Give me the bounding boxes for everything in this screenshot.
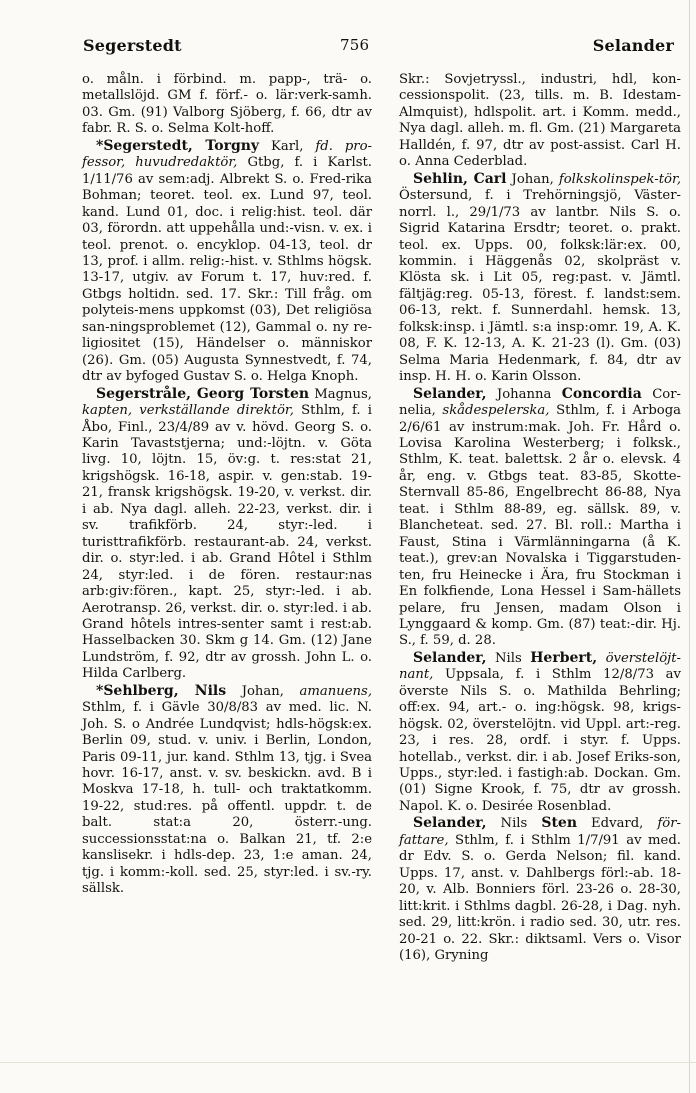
header-left-guideword: Segerstedt bbox=[83, 36, 182, 55]
entry-name: Segerstråle, Georg Torsten bbox=[96, 385, 310, 402]
entry-given-name: Sten bbox=[541, 815, 578, 832]
entry-continuation: Skr.: Sovjetryssl., industri, hdl, kon-cessionspolit. (23, tills. m. B. Idestam-Almquist), hdlspolit. art. i Komm. medd., Nya dagl. alleh. m. fl. Gm. (21) Margareta Halldén, f. 97, dtr av post-assist. Carl H. o. Anna Cederblad. bbox=[399, 72, 681, 170]
page-edge-line bbox=[689, 0, 690, 1093]
entry-occupation: för-fattare, bbox=[399, 816, 681, 848]
entry-occupation: folkskolinspek-tör, bbox=[558, 171, 682, 187]
entry-occupation: fd. pro-fessor, huvudredaktör, bbox=[82, 138, 372, 171]
entry-name: Sehlin, Carl bbox=[413, 170, 507, 187]
entry-continuation: o. måln. i förbind. m. papp-, trä- o. metallslöjd. GM f. förf.- o. lär:verk-samh. 03. Gm. (91) Valborg Sjöberg, f. 66, dtr av fabr. R. S. o. Selma Kolt-hoff. bbox=[82, 72, 372, 137]
entry-segerstedt-torgny: *Segerstedt, Torgny Karl, fd. pro-fessor, huvudredaktör, Gtbg, f. i Karlst. 1/11/76 av sem:adj. Albrekt S. o. Fred-rika Bohman; teoret. teol. ex. Lund 97, teol. kand. Lund 01, doc. i relig:hist. teol. där 03, förordn. att uppehålla und:-visn. v. ex. i teol. prenot. o. encyklop. 04-13, teol. dr 13, prof. i allm. relig:-hist. v. Sthlms högsk. 13-17, utgiv. av Forum t. 17, huv:red. f. Gtbgs holtidn. sed. 17. Skr.: Till fråg. om polyteis-mens uppkomst (03), Det religiösa san-ningsproblemet (12), Gammal o. ny re-ligiositet (15), Händelser o. människor (26). Gm. (05) Augusta Synnestvedt, f. 74, dtr av byfoged Gustav S. o. Helga Knoph. bbox=[82, 137, 372, 385]
entry-name: *Segerstedt, Torgny bbox=[96, 137, 260, 154]
entry-sehlin-carl: Sehlin, Carl Johan, folkskolinspek-tör, Östersund, f. i Trehörningsjö, Väster-norrl. l., 29/1/73 av lantbr. Nils S. o. Sigrid Katarina Ersdtr; teoret. o. prakt. teol. ex. Upps. 00, folksk:lär:ex. 00, kommin. i Häggenås 02, skolpräst v. Klösta sk. i Lit 05, reg:past. v. Jämtl. fältjäg:reg. 05-13, förest. f. landst:sem. 06-13, rekt. f. Sunnerdahl. hemsk. 13, folksk:insp. i Jämtl. s:a insp:omr. 19, A. K. 08, F. K. 12-13, A. K. 21-23 (l). Gm. (03) Selma Maria Hedenmark, f. 84, dtr av insp. H. H. o. Karin Olsson. bbox=[399, 170, 682, 385]
entry-name: Selander, bbox=[413, 649, 487, 666]
right-column bbox=[399, 72, 681, 964]
entry-given-name: Concordia bbox=[561, 385, 642, 402]
entry-name: *Sehlberg, Nils bbox=[96, 682, 227, 699]
entry-sehlberg-nils: *Sehlberg, Nils Johan, amanuens, Sthlm, f. i Gävle 30/8/83 av med. lic. N. Joh. S. o Andrée Lundqvist; hdls-högsk:ex. Berlin 09, stud. v. univ. i Berlin, London, Paris 09-11, jur. kand. Sthlm 13, tjg. i Svea hovr. 16-17, anst. v. sv. beskickn. avd. B i Moskva 17-18, h. tull- och traktatkomm. 19-22, stud:res. på offentl. uppdr. t. de balt. stat:a 20, österr.-ung. successionsstat:na o. Balkan 21, tf. 2:e kanslisekr. i hdls-dep. 23, 1:e aman. 24, tjg. i komm:-koll. sed. 25, styr:led. i sv.-ry. sällsk. bbox=[82, 682, 373, 897]
entry-selander-concordia: Selander, Johanna Concordia Cor-nelia, skådespelerska, Sthlm, f. i Arboga 2/6/61 av instrum:mak. Joh. Fr. Hård o. Lovisa Karolina Westerberg; i folksk., Sthlm, K. teat. balettsk. 2 år o. elevsk. 4 år, eng. v. Gtbgs teat. 83-85, Skotte-Sternvall 85-86, Engelbrecht 86-88, Nya teat. i Sthlm 88-89, eg. sällsk. 89, v. Blancheteat. sed. 27. Bl. roll.: Martha i Faust, Stina i Värmlänningarna (å K. teat.), grev:an Novalska i Tiggarstuden-ten, fru Heinecke i Ära, fru Stockman i En folkfiende, Lona Hessel i Sam-hällets pelare, fru Jensen, madam Olson i Lynggaard & komp. Gm. (87) teat:-dir. Hj. S., f. 59, d. 28. bbox=[399, 385, 682, 649]
page-bottom-margin bbox=[0, 1062, 696, 1093]
entry-given-name: Herbert, bbox=[530, 649, 598, 666]
entry-occupation: kapten, verkställande direktör, bbox=[82, 403, 294, 419]
entry-selander-herbert: Selander, Nils Herbert, överstelöjt-nant, Uppsala, f. i Sthlm 12/8/73 av överste Nils S. o. Mathilda Behrling; off:ex. 94, art.- o. ing:högsk. 98, krigs-högsk. 02, överstelöjtn. vid Uppl. art:-reg. 23, i res. 28, ordf. i styr. f. Upps. hotellab., verkst. dir. i ab. Josef Eriks-son, Upps., styr:led. i fastigh:ab. Dockan. Gm. (01) Signe Krook, f. 75, dtr av grossh. Napol. K. o. Desirée Rosenblad. bbox=[399, 649, 681, 814]
entry-segerstrale-torsten: Segerstråle, Georg Torsten Magnus, kapten, verkställande direktör, Sthlm, f. i Åbo, Finl., 23/4/89 av v. hövd. Georg S. o. Karin Tavaststjerna; und:-löjtn. v. Göta livg. 10, löjtn. 15, öv:g. t. res:stat 21, krigshögsk. 16-18, aspir. v. gen:stab. 19-21, fransk krigshögsk. 19-20, v. verkst. dir. i ab. Nya dagl. alleh. 22-23, verkst. dir. i sv. trafikförb. 24, styr:-led. i turisttrafikförb. restaurant-ab. 24, verkst. dir. o. styr:led. i ab. Grand Hôtel i Sthlm 24, styr:led. i de fören. restaur:nas arb:giv:fören., kapt. 25, styr:-led. i ab. Aerotransp. 26, verkst. dir. o. styr:led. i ab. Grand hôtels intres-senter samt i rest:ab. Hasselbacken 30. Skm g 14. Gm. (12) Jane Lundström, f. 92, dtr av grossh. John L. o. Hilda Carlberg. bbox=[82, 385, 373, 682]
entry-selander-sten: Selander, Nils Sten Edvard, för-fattare, Sthlm, f. i Sthlm 1/7/91 av med. dr Edv. S. o. Gerda Nelson; fil. kand. Upps. 17, anst. v. Dahlbergs förl:-ab. 18-20, v. Alb. Bonniers förl. 23-26 o. 28-30, litt:krit. i Sthlms dagbl. 26-28, i Dag. nyh. sed. 29, litt:krön. i radio sed. 30, utr. res. 20-21 o. 22. Skr.: diktsaml. Vers o. Visor (16), Gryning bbox=[399, 815, 681, 964]
entry-name: Selander, bbox=[413, 815, 487, 832]
entry-name: Selander, bbox=[413, 385, 487, 402]
entry-occupation: amanuens, bbox=[299, 683, 373, 699]
entry-occupation: skådespelerska, bbox=[442, 403, 550, 419]
header-right-guideword: Selander bbox=[592, 36, 674, 55]
entry-occupation: överstelöjt-nant, bbox=[399, 650, 681, 683]
page-number: 756 bbox=[340, 36, 370, 54]
left-column bbox=[82, 72, 372, 898]
